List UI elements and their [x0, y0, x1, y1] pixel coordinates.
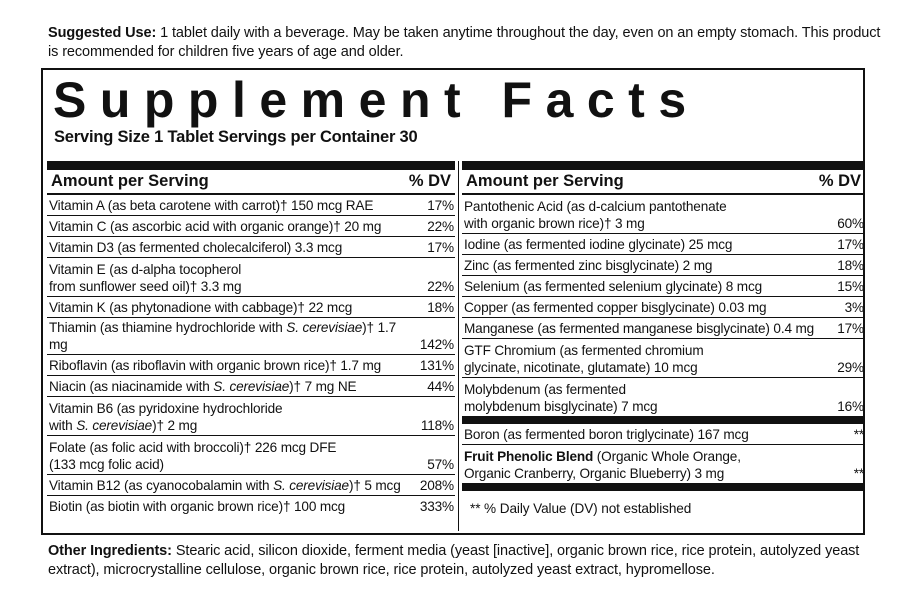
nutrient-row [47, 376, 455, 397]
nutrient-row [462, 255, 865, 276]
nutrient-row [47, 355, 455, 376]
nutrient-dv: 18% [837, 257, 864, 273]
nutrient-dv: 16% [837, 398, 864, 414]
nutrient-row [462, 297, 865, 318]
suggested-use [48, 24, 888, 62]
nutrient-name: Vitamin B6 (as pyridoxine hydrochloride with S. cerevisiae)† 2 mg [49, 401, 283, 433]
phenolic-blend-text: (Organic Whole Orange, Organic Cranberry, Organic Blueberry) 3 mg [464, 449, 741, 481]
nutrient-row [47, 475, 455, 496]
serving-info: Serving Size 1 Tablet Servings per Container 30 [54, 128, 418, 146]
left-column [47, 161, 455, 516]
boron-row [462, 424, 865, 445]
nutrient-name: Zinc (as fermented zinc bisglycinate) 2 mg [464, 257, 713, 273]
nutrient-name: Pantothenic Acid (as d-calcium pantothenate with organic brown rice)† 3 mg [464, 199, 727, 231]
left-rows [47, 195, 455, 516]
other-ingredients-text: Stearic acid, silicon dioxide, ferment media (yeast [inactive], organic brown rice, rice protein, autolyzed yeast extract), microcrystalline cellulose, organic brown rice, rice protein, autolyzed yeast extract, hypromellose. [48, 543, 860, 578]
nutrient-row [462, 195, 865, 234]
nutrient-name: Boron (as fermented boron triglycinate) 167 mcg [464, 426, 749, 442]
nutrient-dv: 17% [427, 197, 454, 213]
nutrient-name: Manganese (as fermented manganese bisglycinate) 0.4 mg [464, 320, 815, 336]
phenolic-blend-row [462, 445, 865, 483]
suggested-use-label: Suggested Use: [48, 25, 157, 41]
nutrient-row [47, 318, 455, 355]
thick-rule [47, 161, 455, 170]
other-ingredients [48, 542, 878, 580]
header-amount: Amount per Serving [51, 172, 209, 190]
supplement-facts-panel [41, 68, 865, 535]
nutrient-dv: ** [853, 426, 864, 442]
nutrient-row [47, 216, 455, 237]
nutrient-dv: 18% [427, 299, 454, 315]
header-amount: Amount per Serving [466, 172, 624, 190]
nutrient-name: Vitamin E (as d-alpha tocopherol from sunflower seed oil)† 3.3 mg [49, 262, 242, 294]
nutrient-dv: 118% [420, 417, 454, 433]
nutrient-dv: 17% [837, 236, 864, 252]
nutrient-name: Vitamin D3 (as fermented cholecalciferol) 3.3 mcg [49, 239, 343, 255]
nutrient-row [462, 378, 865, 416]
thick-rule [462, 416, 865, 424]
header-dv: % DV [818, 172, 861, 190]
nutrient-row [47, 436, 455, 475]
nutrient-name: Selenium (as fermented selenium glycinate) 8 mcg [464, 278, 763, 294]
nutrient-dv: ** [853, 465, 864, 481]
nutrient-name: Niacin (as niacinamide with S. cerevisiae)† 7 mg NE [49, 378, 357, 394]
nutrient-row [462, 318, 865, 339]
nutrient-row [462, 339, 865, 378]
nutrient-row [47, 397, 455, 436]
right-rows [462, 195, 865, 416]
nutrient-row [47, 195, 455, 216]
nutrient-dv: 131% [419, 357, 454, 373]
nutrient-row [47, 496, 455, 516]
nutrient-name: Folate (as folic acid with broccoli)† 226 mcg DFE (133 mcg folic acid) [49, 440, 337, 472]
nutrient-dv: 142% [419, 336, 454, 352]
right-header [462, 170, 865, 195]
nutrient-name: Riboflavin (as riboflavin with organic brown rice)† 1.7 mg [49, 357, 382, 373]
nutrient-name: Molybdenum (as fermented molybdenum bisglycinate) 7 mcg [464, 382, 658, 414]
nutrient-name: Vitamin K (as phytonadione with cabbage)† 22 mcg [49, 299, 353, 315]
nutrient-row [462, 276, 865, 297]
nutrient-row [47, 237, 455, 258]
thick-rule [462, 161, 865, 170]
nutrient-dv: 57% [427, 456, 454, 472]
thick-rule [462, 483, 865, 491]
nutrient-dv: 17% [837, 320, 864, 336]
nutrient-name: Vitamin A (as beta carotene with carrot)† 150 mcg RAE [49, 197, 374, 213]
nutrient-dv: 22% [427, 218, 454, 234]
nutrient-name: Biotin (as biotin with organic brown rice)† 100 mcg [49, 498, 346, 514]
nutrient-name: Vitamin B12 (as cyanocobalamin with S. cerevisiae)† 5 mcg [49, 477, 401, 493]
nutrient-row [462, 234, 865, 255]
nutrient-dv: 333% [419, 498, 454, 514]
header-dv: % DV [408, 172, 451, 190]
nutrient-name: Copper (as fermented copper bisglycinate) 0.03 mg [464, 299, 767, 315]
nutrient-dv: 29% [837, 359, 864, 375]
left-header [47, 170, 455, 195]
suggested-use-text: 1 tablet daily with a beverage. May be taken anytime throughout the day, even on an empty stomach. This product is recommended for children five years of age and older. [48, 25, 881, 60]
nutrient-dv: 15% [837, 278, 864, 294]
nutrient-name: Vitamin C (as ascorbic acid with organic orange)† 20 mg [49, 218, 382, 234]
nutrient-name: GTF Chromium (as fermented chromium glycinate, nicotinate, glutamate) 10 mcg [464, 343, 704, 375]
right-column [462, 161, 865, 516]
nutrient-dv: 60% [837, 215, 864, 231]
nutrient-dv: 3% [844, 299, 864, 315]
nutrient-row [47, 297, 455, 318]
nutrient-dv: 208% [419, 477, 454, 493]
nutrient-dv: 44% [427, 378, 454, 394]
column-divider [458, 161, 459, 531]
nutrient-name: Thiamin (as thiamine hydrochloride with S. cerevisiae)† 1.7 mg [49, 320, 397, 352]
other-ingredients-label: Other Ingredients: [48, 543, 172, 559]
nutrient-row [47, 258, 455, 297]
nutrient-name: Iodine (as fermented iodine glycinate) 25 mcg [464, 236, 733, 252]
phenolic-blend-label: Fruit Phenolic Blend [464, 449, 594, 464]
nutrient-dv: 22% [427, 278, 454, 294]
nutrient-dv: 17% [427, 239, 454, 255]
dv-footnote: ** % Daily Value (DV) not established [470, 501, 692, 516]
panel-title: Supplement Facts [53, 72, 700, 128]
